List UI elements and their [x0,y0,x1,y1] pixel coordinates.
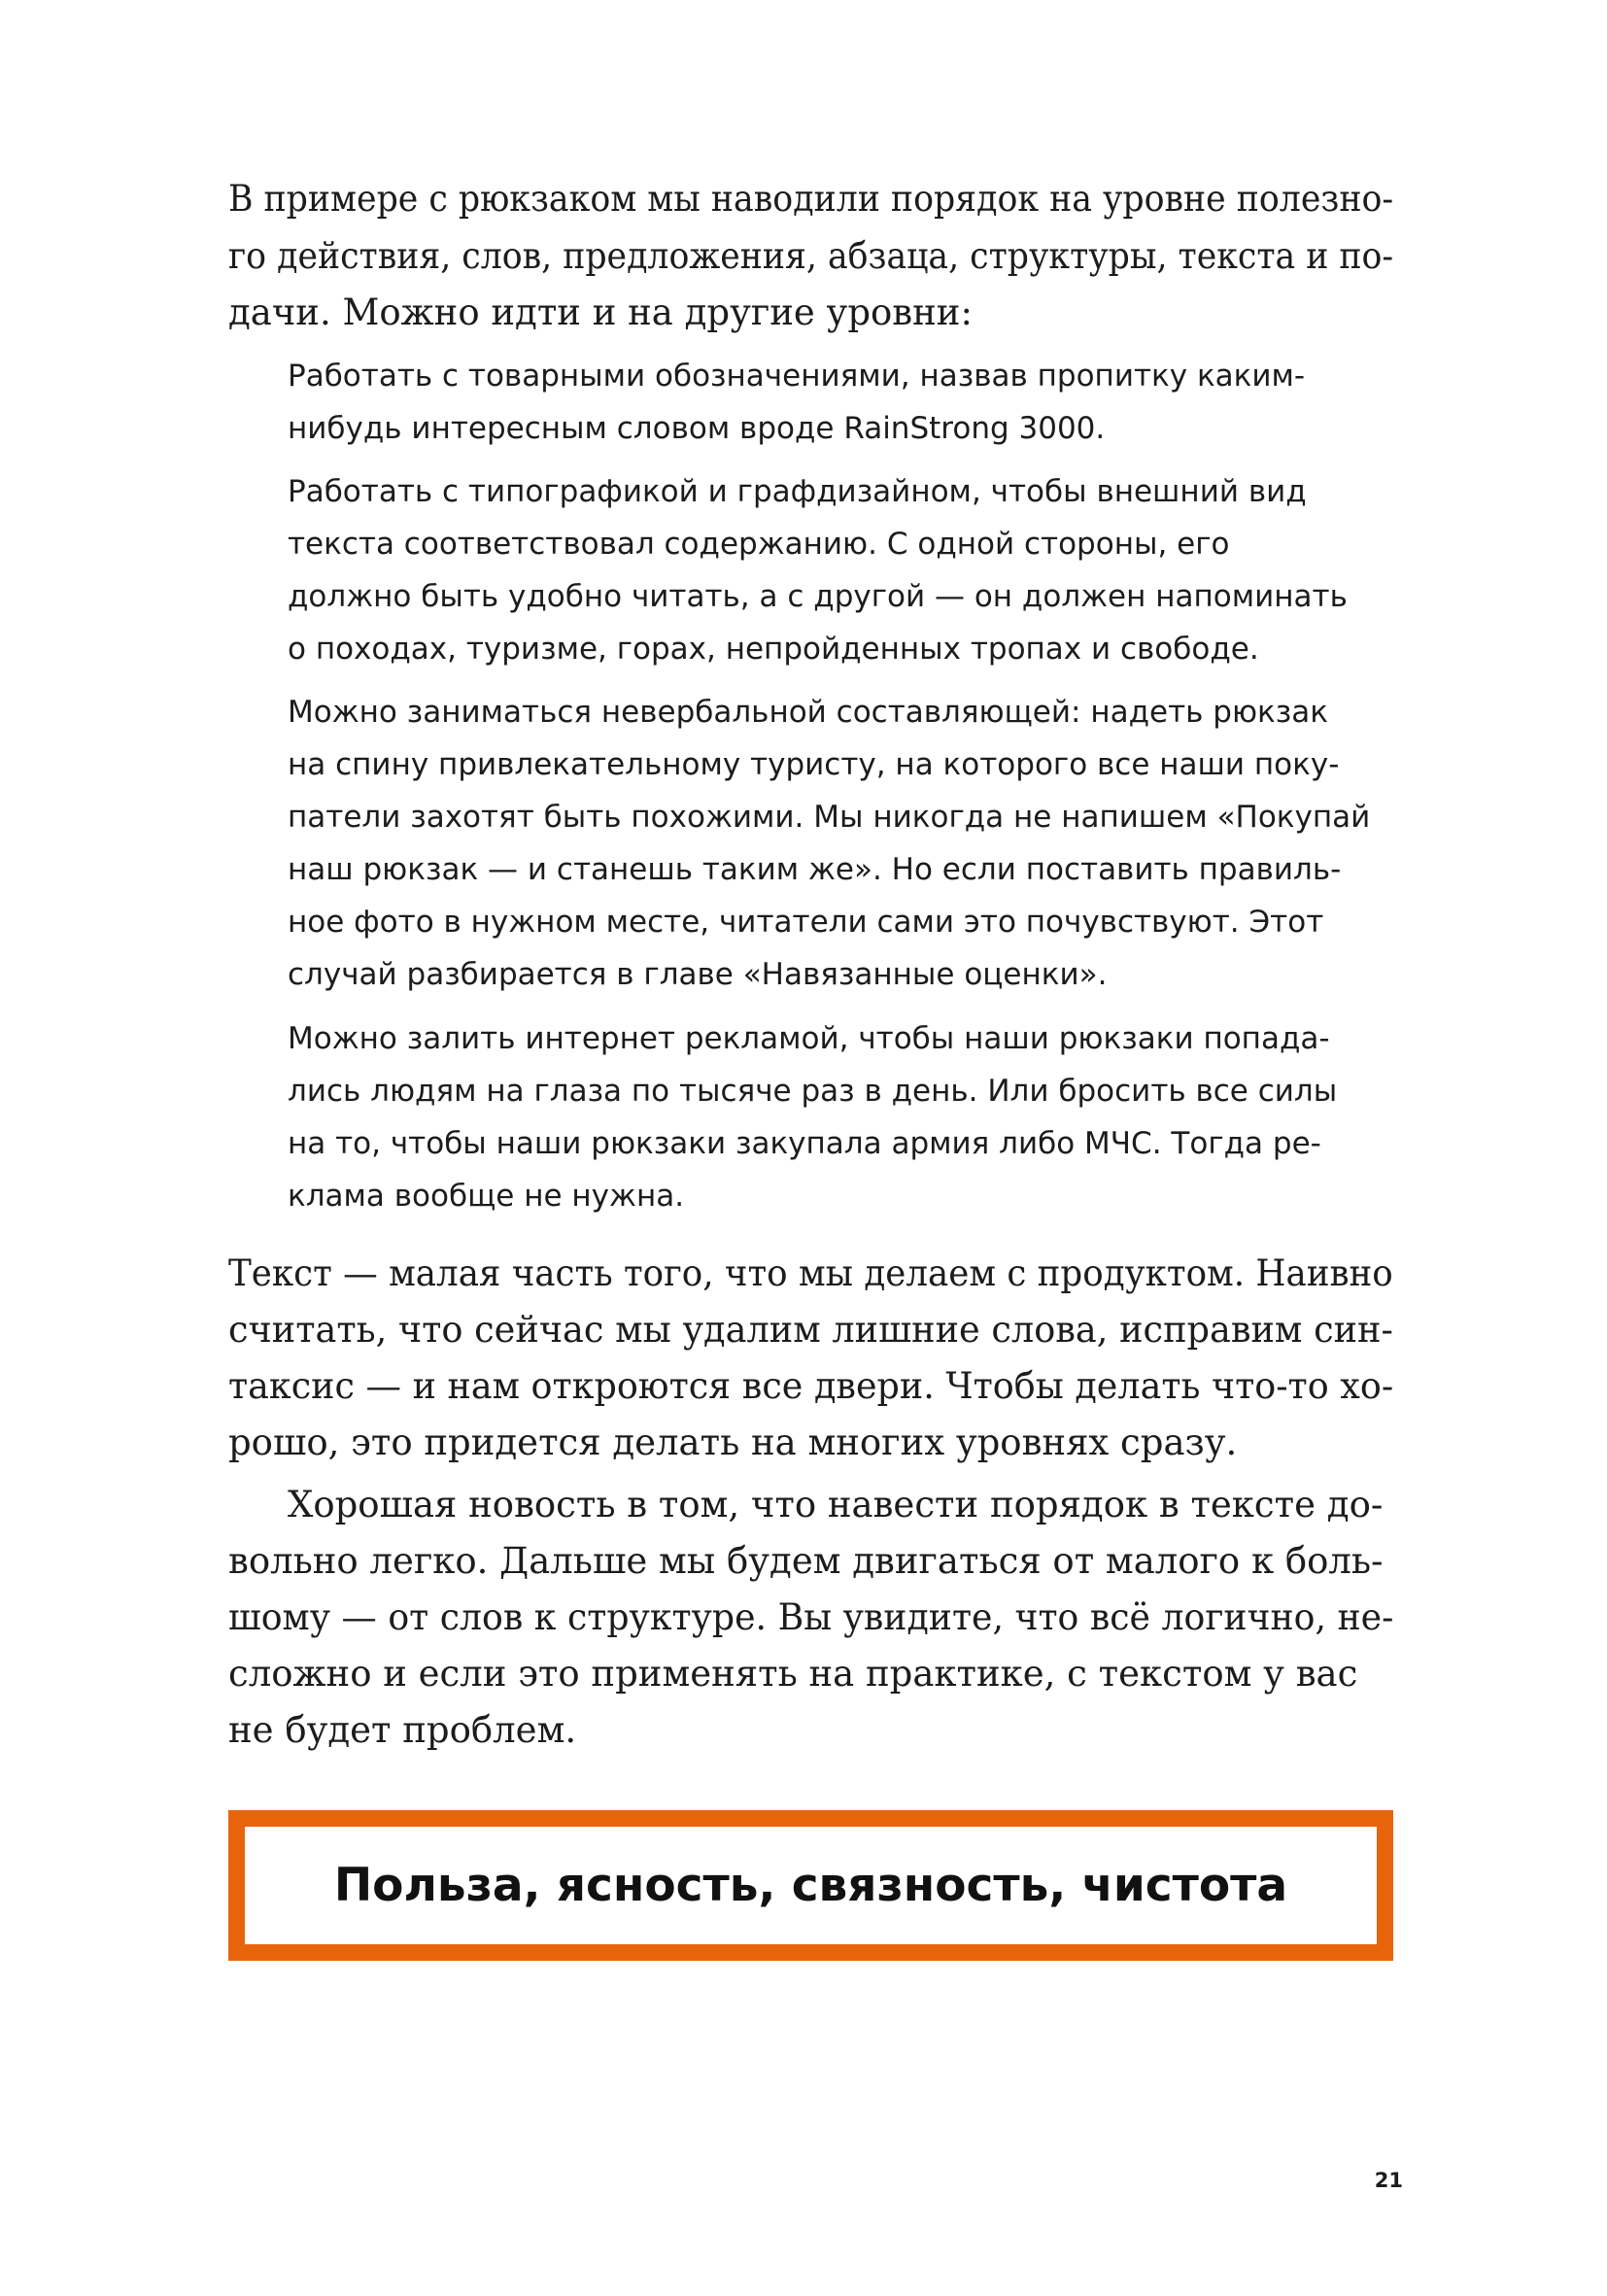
text-line: ное фото в нужном месте, читатели сами это почувствуют. Этот [288,905,1324,940]
text-line: вольно легко. Дальше мы будем двигаться от малого к боль- [228,1540,1384,1582]
text-line: на спину привлекательному туристу, на которого все наши поку- [288,747,1340,782]
text-line: текста соответствовал содержанию. С одной стороны, его [288,527,1230,562]
text-line: шому — от слов к структуре. Вы увидите, что всё логично, не- [228,1596,1394,1638]
text-line: считать, что сейчас мы удалим лишние слова, исправим син- [228,1309,1393,1351]
text-line: Хорошая новость в том, что навести порядок в тексте до- [288,1484,1384,1525]
text-line: дачи. Можно идти и на другие уровни: [228,291,973,333]
text-line: го действия, слов, предложения, абзаца, структуры, текста и по- [228,235,1394,277]
text-line: сложно и если это применять на практике, с текстом у вас [228,1653,1358,1695]
text-line: Можно заниматься невербальной составляющей: надеть рюкзак [288,695,1328,730]
text-line: должно быть удобно читать, а с другой — он должен напоминать [288,579,1348,614]
text-line: лись людям на глаза по тысяче раз в день. Или бросить все силы [288,1074,1338,1109]
text-line: Можно залить интернет рекламой, чтобы наши рюкзаки попада- [288,1021,1330,1056]
text-line: не будет проблем. [228,1709,577,1751]
text-line: нибудь интересным словом вроде RainStrong 3000. [288,411,1106,446]
text-line: наш рюкзак — и станешь таким же». Но если поставить правиль- [288,852,1342,887]
text-line: таксис — и нам откроются все двери. Чтобы делать что-то хо- [228,1365,1394,1407]
text-line: патели захотят быть похожими. Мы никогда не напишем «Покупай [288,800,1371,835]
text-line: о походах, туризме, горах, непройденных тропах и свободе. [288,632,1259,667]
text-line: случай разбирается в главе «Навязанные оценки». [288,957,1108,992]
text-line: на то, чтобы наши рюкзаки закупала армия либо МЧС. Тогда ре- [288,1126,1321,1161]
text-line: В примере с рюкзаком мы наводили порядок на уровне полезно- [228,178,1394,220]
text-line: клама вообще не нужна. [288,1179,685,1214]
text-line: Работать с товарными обозначениями, назвав пропитку каким- [288,359,1306,394]
section-heading-box [228,1810,1393,1961]
page-number: 21 [1374,2169,1403,2192]
text-line: рошо, это придется делать на многих уровнях сразу. [228,1422,1238,1463]
text-line: Текст — малая часть того, что мы делаем с продуктом. Наивно [228,1252,1393,1294]
section-heading: Польза, ясность, связность, чистота [333,1859,1288,1912]
text-line: Работать с типографикой и графдизайном, чтобы внешний вид [288,474,1307,509]
